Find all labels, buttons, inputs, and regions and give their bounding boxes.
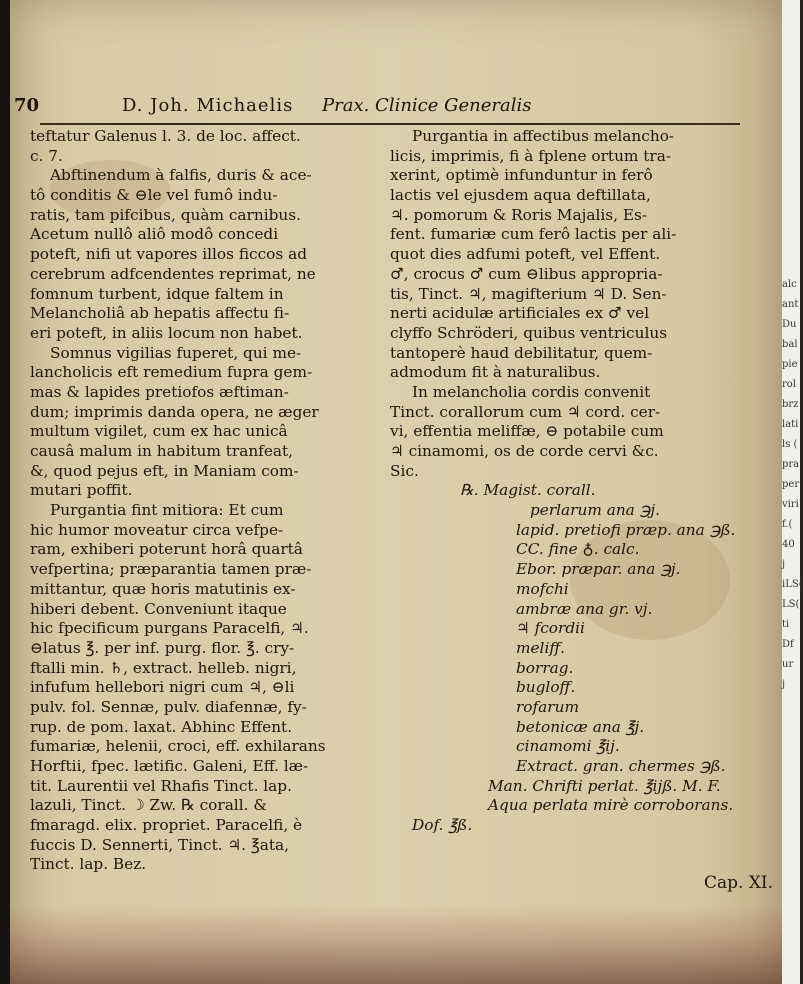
text-line: cerebrum adfcendentes reprimat, ne bbox=[30, 264, 316, 283]
edge-fragment: j bbox=[782, 559, 786, 570]
right-text-column bbox=[390, 127, 750, 836]
recipe-line: perlarum ana ℈j. bbox=[530, 501, 660, 520]
edge-fragment: f.( bbox=[782, 519, 793, 530]
text-line: lancholicis eft remedium fupra gem- bbox=[30, 363, 313, 382]
text-line: Horftii, fpec. lætific. Galeni, Eff. læ- bbox=[30, 757, 309, 775]
text-line: rup. de pom. laxat. Abhinc Effent. bbox=[30, 717, 293, 736]
edge-fragment: ls ( bbox=[782, 439, 798, 450]
recipe-line: Dof. ℥ß. bbox=[412, 816, 473, 835]
author-heading: D. Joh. Michaelis bbox=[122, 95, 294, 116]
text-line: Sic. bbox=[390, 461, 419, 480]
text-line: poteft, nifi ut vapores illos ficcos ad bbox=[30, 245, 308, 264]
edge-fragment: pie bbox=[782, 359, 798, 370]
text-line: mas & lapides pretiofos æftiman- bbox=[30, 382, 289, 401]
edge-fragment: viri bbox=[782, 499, 799, 510]
recipe-line: betonicæ ana ℥j. bbox=[516, 717, 645, 736]
text-line: quot dies adfumi poteft, vel Effent. bbox=[390, 245, 661, 264]
adjacent-page-edge bbox=[782, 0, 803, 984]
text-line: Abftinendum à falfis, duris & ace- bbox=[50, 166, 312, 185]
edge-fragment: pra bbox=[782, 459, 800, 470]
text-line: Tinct. corallorum cum ♃ cord. cer- bbox=[390, 402, 661, 421]
edge-fragment: Du bbox=[782, 319, 797, 330]
text-line: causâ malum in habitum tranfeat, bbox=[30, 442, 294, 460]
text-line: dum; imprimis danda opera, ne æger bbox=[30, 402, 319, 421]
text-line: nerti acidulæ artificiales ex ♂ vel bbox=[390, 304, 650, 323]
text-line: ratis, tam pifcibus, quàm carnibus. bbox=[30, 205, 301, 224]
text-line: mutari poffit. bbox=[30, 481, 133, 500]
edge-fragment: lati bbox=[782, 419, 799, 430]
recipe-line: ♃ fcordii bbox=[516, 619, 585, 638]
edge-fragment: rol bbox=[782, 379, 796, 390]
recipe-line: mofchi bbox=[516, 579, 569, 598]
recipe-line: CC. fine ♁. calc. bbox=[516, 540, 640, 559]
text-line: Melancholiâ ab hepatis affectu fi- bbox=[30, 304, 290, 323]
text-line: ♂, crocus ♂ cum ⊖libus appropria- bbox=[390, 264, 663, 283]
recipe-line: cinamomi ℥ij. bbox=[516, 737, 620, 756]
text-line: ♃ cinamomi, os de corde cervi &c. bbox=[390, 442, 659, 460]
recipe-line: Aqua perlata mirè corroborans. bbox=[488, 796, 734, 815]
text-line: hic humor moveatur circa vefpe- bbox=[30, 520, 284, 539]
page-bottom-discoloration bbox=[10, 905, 782, 984]
recipe-line: Ebor. præpar. ana ℈j. bbox=[516, 560, 681, 579]
edge-fragment: bal bbox=[782, 339, 798, 350]
text-line: mittantur, quæ horis matutinis ex- bbox=[30, 579, 296, 598]
text-line: c. 7. bbox=[30, 146, 63, 165]
recipe-line: ambræ ana gr. vj. bbox=[516, 599, 653, 618]
left-text-column bbox=[30, 127, 375, 875]
text-line: Purgantia in affectibus melancho- bbox=[412, 127, 675, 145]
edge-fragment: brz bbox=[782, 399, 799, 410]
text-line: infufum hellebori nigri cum ♃, ⊖li bbox=[30, 678, 295, 697]
edge-fragment: Df bbox=[782, 639, 794, 650]
header-rule bbox=[40, 123, 740, 125]
text-line: pulv. fol. Sennæ, pulv. diafennæ, fy- bbox=[30, 697, 307, 716]
text-line: clyffo Schröderi, quibus ventriculus bbox=[390, 323, 668, 342]
page-header bbox=[14, 95, 784, 121]
text-line: tit. Laurentii vel Rhafis Tinct. lap. bbox=[30, 776, 292, 795]
text-line: eri poteft, in aliis locum non habet. bbox=[30, 323, 303, 342]
text-line: teftatur Galenus l. 3. de loc. affect. bbox=[30, 127, 301, 145]
text-line: fmaragd. elix. propriet. Paracelfi, è bbox=[30, 816, 303, 835]
page-number: 70 bbox=[14, 95, 40, 116]
edge-fragment: ant bbox=[782, 299, 799, 310]
text-line: Tinct. lap. Bez. bbox=[30, 855, 147, 874]
edge-fragment: ti bbox=[782, 619, 790, 630]
book-spine-shadow bbox=[0, 0, 10, 984]
text-line: tô conditis & ⊖le vel fumô indu- bbox=[30, 186, 278, 205]
recipe-line: meliff. bbox=[516, 638, 566, 657]
text-line: multum vigilet, cum ex hac unicâ bbox=[30, 422, 288, 441]
edge-fragment: j bbox=[782, 679, 786, 690]
running-title: Prax. Clinice Generalis bbox=[322, 95, 532, 116]
text-line: vefpertina; præparantia tamen præ- bbox=[30, 560, 312, 579]
text-line: fumariæ, helenii, croci, eff. exhilarans bbox=[30, 737, 326, 756]
edge-fragment: iLS( bbox=[782, 579, 803, 590]
edge-fragment: LS( bbox=[782, 599, 800, 610]
text-line: Purgantia fint mitiora: Et cum bbox=[50, 501, 284, 520]
text-line: lactis vel ejusdem aqua deftillata, bbox=[390, 186, 651, 205]
edge-fragment: per bbox=[782, 479, 800, 490]
edge-fragment: ur bbox=[782, 659, 794, 670]
recipe-line: Extract. gran. chermes ℈ß. bbox=[516, 757, 726, 775]
recipe-line: rofarum bbox=[516, 697, 579, 716]
text-line: Acetum nullô aliô modô concedi bbox=[30, 225, 279, 244]
text-line: fomnum turbent, idque faltem in bbox=[30, 284, 284, 303]
text-line: &, quod pejus eft, in Maniam com- bbox=[30, 461, 299, 480]
text-line: Somnus vigilias fuperet, qui me- bbox=[50, 343, 302, 362]
text-line: In melancholia cordis convenit bbox=[412, 382, 651, 401]
edge-fragment: 40 bbox=[782, 539, 795, 550]
text-line: hiberi debent. Conveniunt itaque bbox=[30, 599, 287, 618]
text-line: ⊖latus ℥. per inf. purg. flor. ℥. cry- bbox=[30, 638, 295, 657]
text-line: fent. fumariæ cum ferô lactis per ali- bbox=[390, 225, 677, 244]
text-line: fuccis D. Sennerti, Tinct. ♃. ℥ata, bbox=[30, 835, 289, 854]
recipe-line: lapid. pretiofi præp. ana ℈ß. bbox=[516, 520, 736, 539]
text-line: xerint, optimè infunduntur in ferô bbox=[390, 166, 653, 185]
text-line: ram, exhiberi poterunt horâ quartâ bbox=[30, 540, 303, 559]
text-line: licis, imprimis, fi à fplene ortum tra- bbox=[390, 146, 672, 165]
text-line: tis, Tinct. ♃, magifterium ♃ D. Sen- bbox=[390, 284, 667, 303]
text-line: ftalli min. ♄, extract. helleb. nigri, bbox=[30, 658, 297, 677]
edge-fragment: alc bbox=[782, 279, 797, 290]
text-line: vi, effentia meliffæ, ⊖ potabile cum bbox=[390, 422, 664, 441]
text-line: ♃. pomorum & Roris Majalis, Es- bbox=[390, 205, 647, 224]
text-line: tantoperè haud debilitatur, quem- bbox=[390, 343, 653, 362]
text-line: hic fpecificum purgans Paracelfi, ♃. bbox=[30, 619, 309, 638]
recipe-line: Man. Chrifti perlat. ℥ijß. M. F. bbox=[488, 776, 721, 795]
recipe-line: bugloff. bbox=[516, 678, 576, 697]
catchword: Cap. XI. bbox=[704, 873, 774, 893]
recipe-line: ℞. Magist. corall. bbox=[460, 481, 596, 500]
recipe-line: borrag. bbox=[516, 658, 574, 677]
text-line: admodum fit à naturalibus. bbox=[390, 363, 601, 382]
text-line: lazuli, Tinct. ☽ Zw. ℞ corall. & bbox=[30, 796, 267, 815]
